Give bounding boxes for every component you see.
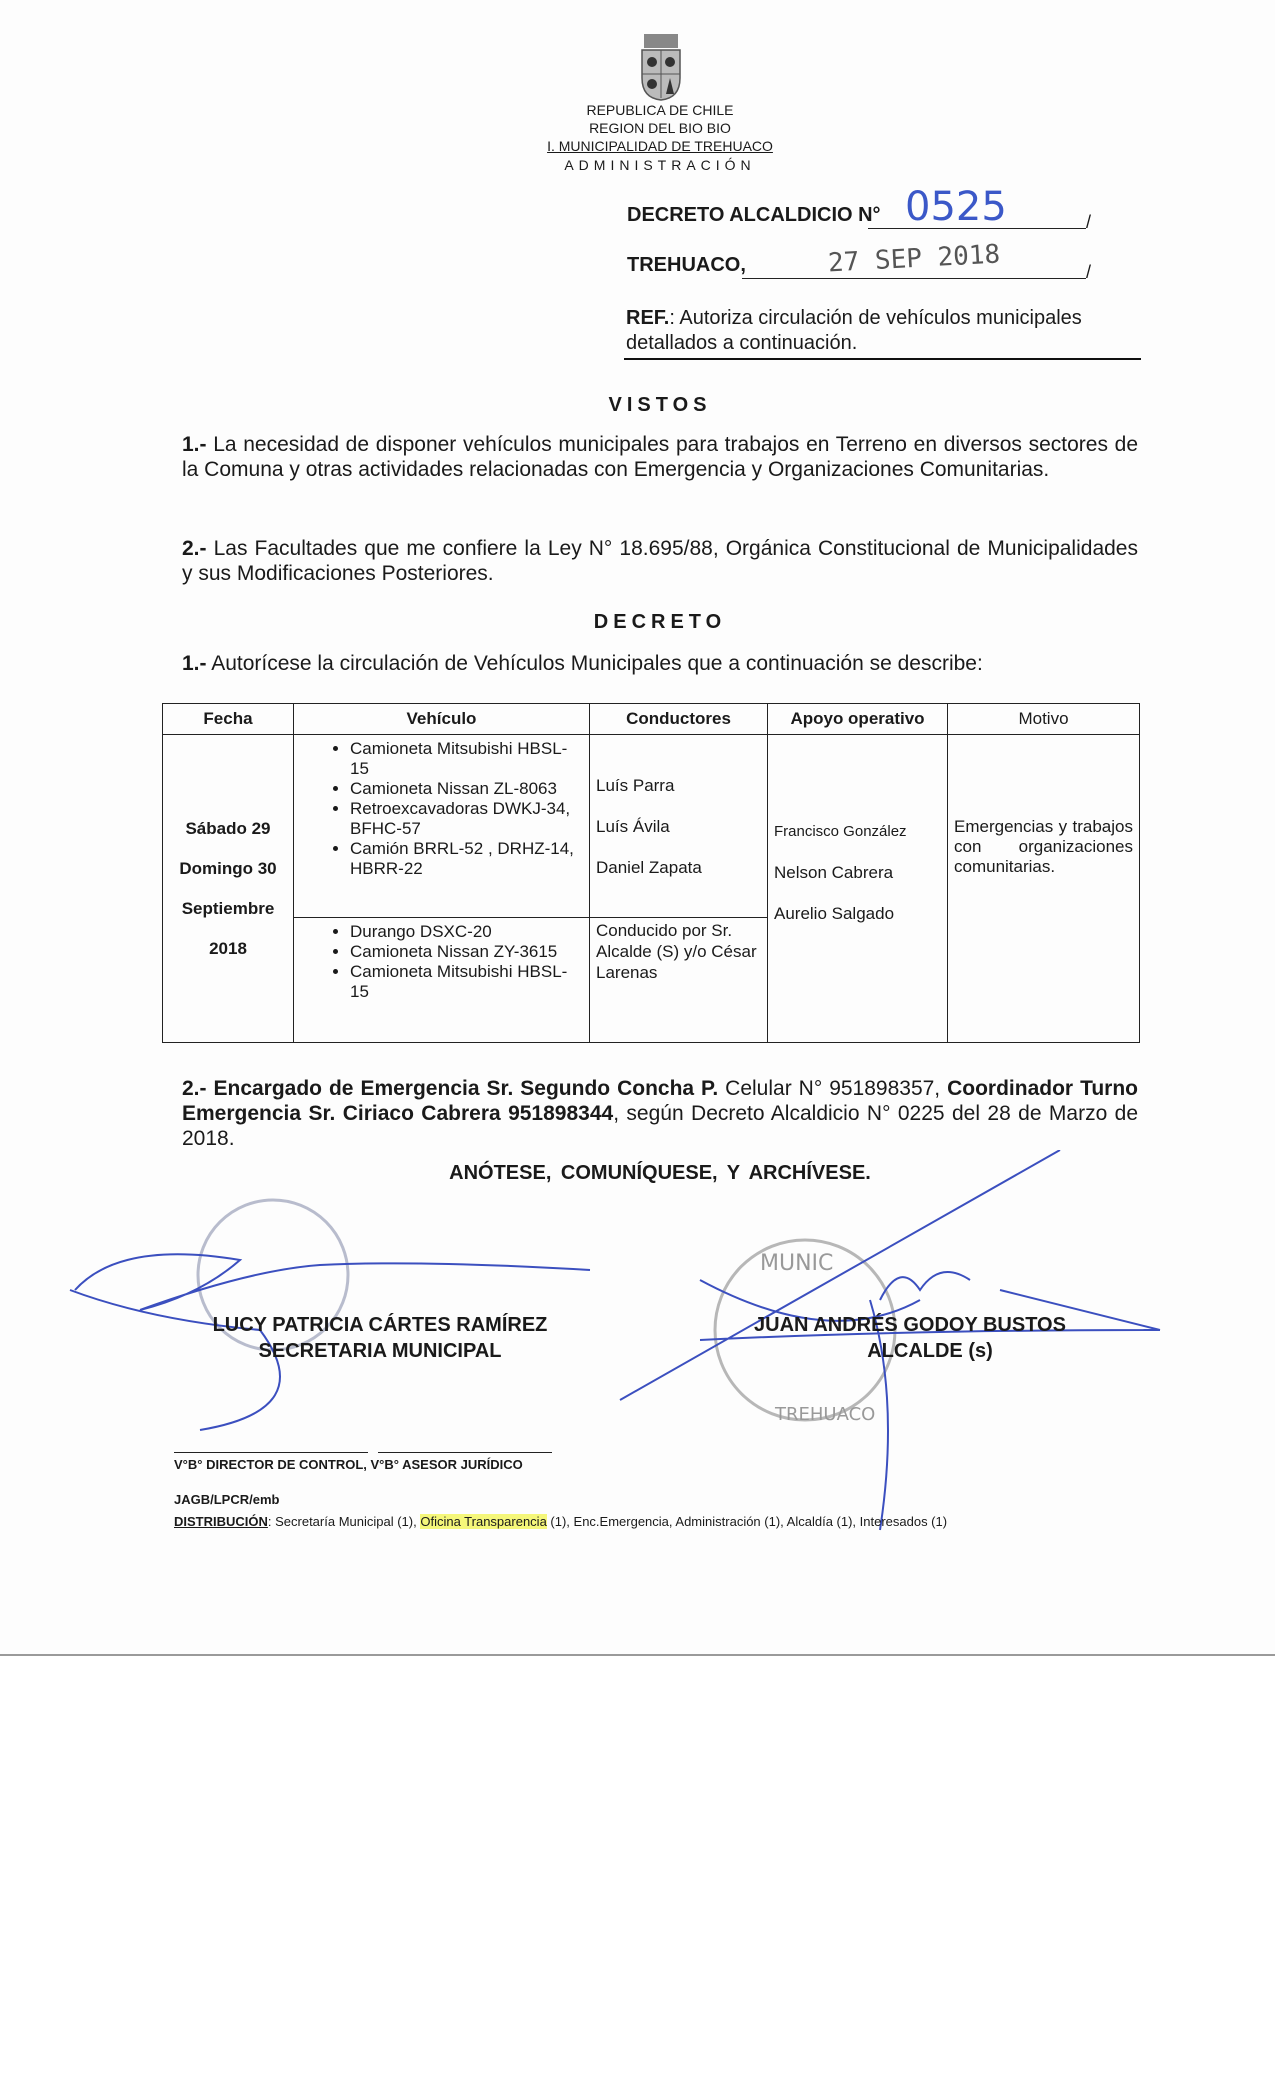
header-department: ADMINISTRACIÓN bbox=[564, 157, 756, 173]
vistos-paragraph-2 bbox=[182, 536, 1138, 586]
right-seal-text-bottom: TREHUACO bbox=[775, 1404, 876, 1425]
col-vehiculo: Vehículo bbox=[294, 704, 590, 735]
approvals: V°B° DIRECTOR DE CONTROL, V°B° ASESOR JURÍDICO bbox=[174, 1457, 523, 1472]
support-person: Francisco González bbox=[774, 823, 907, 840]
highlighted-text: Oficina Transparencia bbox=[420, 1514, 547, 1529]
left-signer-title: SECRETARIA MUNICIPAL bbox=[258, 1340, 502, 1362]
left-signer-name: LUCY PATRICIA CÁRTES RAMÍREZ bbox=[212, 1314, 548, 1336]
paragraph-2 bbox=[182, 1076, 1138, 1151]
right-signer-title: ALCALDE (s) bbox=[867, 1340, 993, 1362]
vehicles-group-2 bbox=[294, 918, 590, 1043]
vistos-title: VISTOS bbox=[608, 394, 712, 416]
date-line bbox=[742, 278, 1086, 279]
fecha-line: Sábado 29 bbox=[185, 818, 271, 838]
ref-underline bbox=[624, 358, 1141, 360]
driver: Luís Parra bbox=[596, 775, 675, 795]
list-item: • Camioneta Mitsubishi HBSL-15 bbox=[350, 962, 583, 1002]
num: 1.- bbox=[182, 433, 207, 456]
legal-line bbox=[378, 1452, 552, 1453]
list-item: • Camioneta Nissan ZY-3615 bbox=[350, 942, 583, 962]
distribution bbox=[174, 1514, 947, 1529]
num: 1.- bbox=[182, 652, 207, 675]
text: : Secretaría Municipal (1), bbox=[267, 1514, 421, 1529]
decree-number-label: DECRETO ALCALDICIO N° bbox=[627, 204, 881, 226]
drivers-group-1 bbox=[590, 735, 768, 918]
decreto-title: DECRETO bbox=[593, 611, 727, 633]
motivo-cell: Emergencias y trabajos con organizaciones comunitarias. bbox=[948, 735, 1140, 1043]
text: Autorícese la circulación de Vehículos Municipales que a continuación se describe: bbox=[206, 652, 983, 675]
list-item: • Durango DSXC-20 bbox=[350, 922, 583, 942]
list-item: • Camioneta Mitsubishi HBSL-15 bbox=[350, 739, 583, 779]
col-fecha: Fecha bbox=[163, 704, 294, 735]
driver: Luís Ávila bbox=[596, 816, 670, 836]
text: (1), Enc.Emergencia, Administración (1), Alcaldía (1), Interesados (1) bbox=[546, 1514, 948, 1529]
list-item: • Camión BRRL-52 , DRHZ-14, HBRR-22 bbox=[350, 839, 583, 879]
vehicles-group-1 bbox=[294, 735, 590, 918]
table-row bbox=[163, 735, 1140, 918]
support-person: Aurelio Salgado bbox=[774, 904, 895, 923]
col-apoyo: Apoyo operativo bbox=[768, 704, 948, 735]
vehicle-table bbox=[162, 703, 1140, 1043]
ref-text: : Autoriza circulación de vehículos municipales detallados a continuación. bbox=[626, 307, 1082, 354]
right-seal-text: MUNIC bbox=[760, 1251, 834, 1276]
place-label: TREHUACO, bbox=[627, 254, 746, 276]
coat-of-arms-logo bbox=[638, 32, 684, 102]
driver: Daniel Zapata bbox=[596, 857, 702, 877]
num: 2.- bbox=[182, 1077, 207, 1100]
fecha-cell bbox=[163, 735, 294, 1043]
decreto-paragraph-1 bbox=[182, 651, 1138, 676]
list-item: • Camioneta Nissan ZL-8063 bbox=[350, 779, 583, 799]
fecha-line: Domingo 30 bbox=[179, 858, 277, 878]
slash: / bbox=[1086, 212, 1092, 232]
distribution-label: DISTRIBUCIÓN bbox=[174, 1514, 268, 1529]
col-motivo: Motivo bbox=[948, 704, 1140, 735]
fecha-line: Septiembre bbox=[181, 898, 275, 918]
fecha-line: 2018 bbox=[209, 938, 247, 958]
text: La necesidad de disponer vehículos municipales para trabajos en Terreno en diversos sectores de la Comuna y otras actividades relacionadas con Emergencia y Organizaciones Comunitarias. bbox=[182, 433, 1138, 481]
header-republic: REPUBLICA DE CHILE bbox=[586, 102, 734, 118]
reference bbox=[626, 306, 1146, 356]
header-municipality: I. MUNICIPALIDAD DE TREHUACO bbox=[547, 138, 773, 154]
table-header-row bbox=[163, 704, 1140, 735]
closing-formula: ANÓTESE, COMUNÍQUESE, Y ARCHÍVESE. bbox=[449, 1162, 871, 1184]
decree-number-handwritten: 0525 bbox=[905, 184, 1007, 230]
drivers-group-2: Conducido por Sr. Alcalde (S) y/o César Larenas bbox=[590, 918, 768, 1043]
control-line bbox=[174, 1452, 368, 1453]
apoyo-cell bbox=[768, 735, 948, 1043]
text: Las Facultades que me confiere la Ley N° 18.695/88, Orgánica Constitucional de Municipalidades y sus Modificaciones Posteriores. bbox=[182, 537, 1138, 585]
text: , según Decreto Alcaldicio N° 0225 del 28 de Marzo de 2018. bbox=[182, 1102, 1139, 1150]
date-stamp: 27 SEP 2018 bbox=[827, 239, 1001, 279]
bold-text: Coordinador Turno Emergencia Sr. Ciriaco Cabrera 951898344 bbox=[182, 1077, 1138, 1125]
bold-text: Encargado de Emergencia Sr. Segundo Concha P. bbox=[206, 1077, 719, 1100]
support-person: Nelson Cabrera bbox=[774, 863, 894, 882]
right-signer-name: JUAN ANDRÉS GODOY BUSTOS bbox=[754, 1314, 1066, 1336]
col-conductores: Conductores bbox=[590, 704, 768, 735]
initials: JAGB/LPCR/emb bbox=[174, 1492, 280, 1507]
vistos-paragraph-1 bbox=[182, 432, 1138, 482]
num: 2.- bbox=[182, 537, 207, 560]
header-region: REGION DEL BIO BIO bbox=[589, 120, 731, 136]
list-item: • Retroexcavadoras DWKJ-34, BFHC-57 bbox=[350, 799, 583, 839]
ref-label: REF. bbox=[626, 307, 670, 329]
slash: / bbox=[1086, 262, 1092, 282]
text: Celular N° 951898357, bbox=[718, 1077, 948, 1100]
